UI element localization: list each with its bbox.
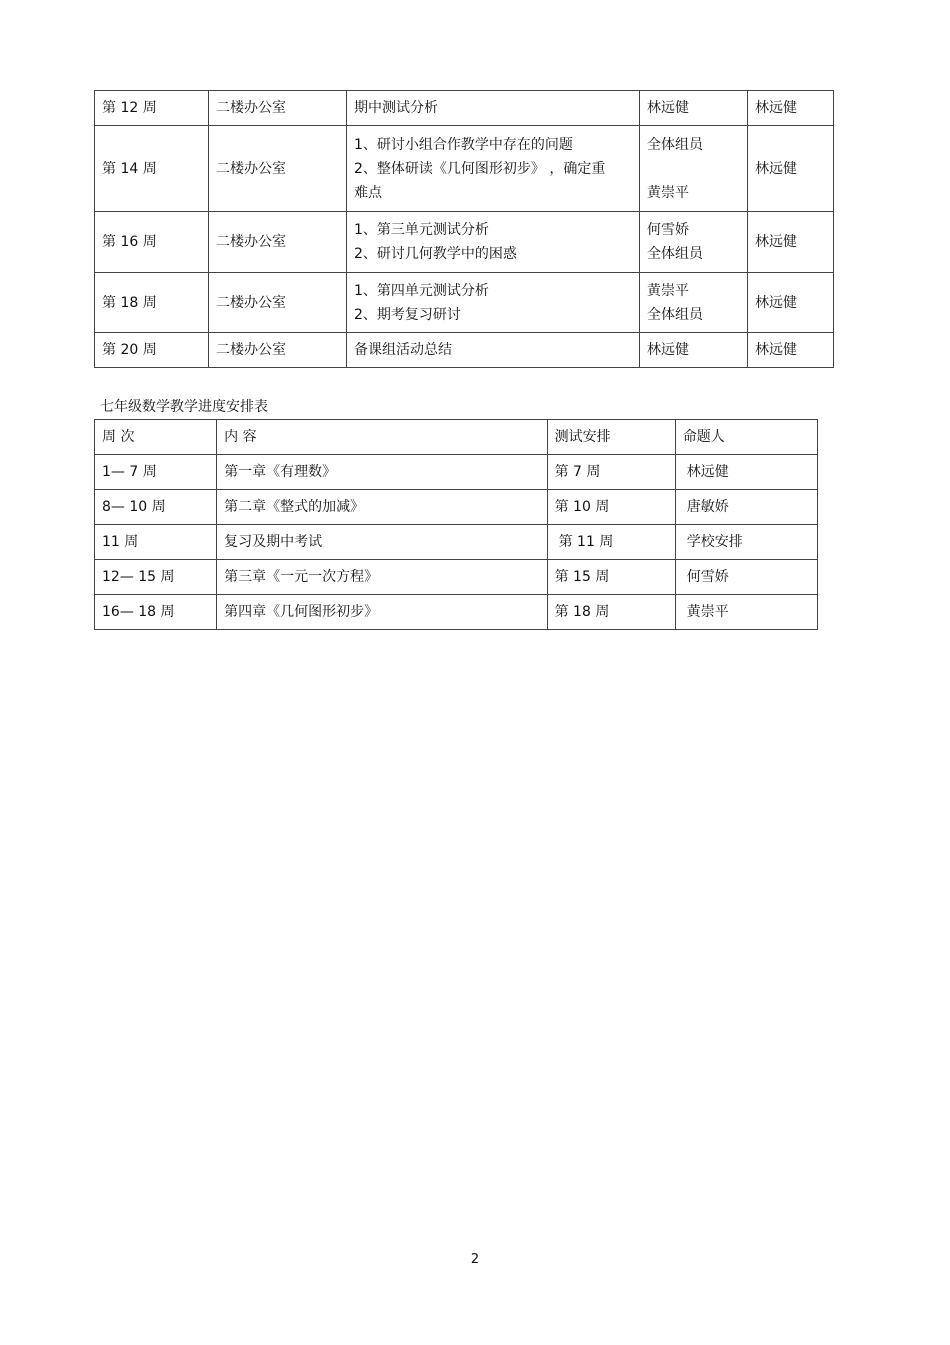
author-cell: 黄崇平 [675, 595, 817, 630]
content-line: 备课组活动总结 [354, 342, 452, 358]
place-cell: 二楼办公室 [209, 126, 347, 212]
content-line: 1、研讨小组合作教学中存在的问题 [354, 136, 573, 153]
content-line: 1、第三单元测试分析 [354, 222, 489, 238]
content-cell [347, 91, 640, 126]
schedule-caption: 七年级数学教学进度安排表 [100, 399, 268, 415]
table-row [95, 455, 818, 490]
week-cell: 11 周 [95, 525, 217, 560]
speaker-cell [640, 126, 748, 212]
table-row [95, 595, 818, 630]
content-cell [347, 212, 640, 273]
author-cell: 何雪娇 [675, 560, 817, 595]
author-cell: 学校安排 [675, 525, 817, 560]
test-cell: 第 15 周 [547, 560, 675, 595]
content-cell: 第二章《整式的加减》 [217, 490, 547, 525]
speaker-line: 全体组员 [647, 246, 703, 262]
speaker-cell [640, 212, 748, 273]
test-cell: 第 11 周 [547, 525, 675, 560]
table-row [95, 212, 834, 273]
speaker-line: 林远健 [647, 100, 689, 116]
content-cell [347, 333, 640, 368]
week-cell: 第 16 周 [95, 212, 209, 273]
content-line: 难点 [354, 184, 382, 201]
content-cell [347, 273, 640, 333]
content-line: 期中测试分析 [354, 100, 438, 116]
table-header-row [95, 420, 818, 455]
speaker-line: 黄崇平 [647, 184, 689, 201]
place-cell: 二楼办公室 [209, 212, 347, 273]
page-number: 2 [470, 1252, 480, 1267]
content-line: 2、期考复习研讨 [354, 306, 461, 323]
table-row [95, 126, 834, 212]
test-cell: 第 10 周 [547, 490, 675, 525]
table-row [95, 525, 818, 560]
content-cell: 复习及期中考试 [217, 525, 547, 560]
week-cell: 16— 18 周 [95, 595, 217, 630]
author-cell: 唐敏娇 [675, 490, 817, 525]
speaker-line: 黄崇平 [647, 282, 689, 299]
content-line: 2、研讨几何教学中的困惑 [354, 246, 517, 262]
speaker-cell [640, 91, 748, 126]
content-line: 2、整体研读《几何图形初步》 ，确定重 [354, 160, 606, 177]
speaker-line: 全体组员 [647, 136, 703, 153]
place-cell: 二楼办公室 [209, 273, 347, 333]
content-cell [347, 126, 640, 212]
table-row [95, 273, 834, 333]
speaker-cell [640, 273, 748, 333]
activity-table [94, 90, 834, 368]
table-row [95, 490, 818, 525]
place-cell: 二楼办公室 [209, 91, 347, 126]
table-row [95, 560, 818, 595]
week-cell: 第 18 周 [95, 273, 209, 333]
content-cell: 第一章《有理数》 [217, 455, 547, 490]
week-cell: 8— 10 周 [95, 490, 217, 525]
host-cell: 林远健 [748, 91, 834, 126]
author-cell: 林远健 [675, 455, 817, 490]
content-cell: 第四章《几何图形初步》 [217, 595, 547, 630]
content-line: 1、第四单元测试分析 [354, 282, 489, 299]
header-test: 测试安排 [547, 420, 675, 455]
week-cell: 第 12 周 [95, 91, 209, 126]
header-week: 周 次 [95, 420, 217, 455]
speaker-line: 林远健 [647, 342, 689, 358]
place-cell: 二楼办公室 [209, 333, 347, 368]
week-cell: 第 14 周 [95, 126, 209, 212]
host-cell: 林远健 [748, 333, 834, 368]
test-cell: 第 7 周 [547, 455, 675, 490]
header-author: 命题人 [675, 420, 817, 455]
week-cell: 1— 7 周 [95, 455, 217, 490]
header-content: 内 容 [217, 420, 547, 455]
speaker-line [647, 157, 740, 181]
week-cell: 第 20 周 [95, 333, 209, 368]
content-cell: 第三章《一元一次方程》 [217, 560, 547, 595]
table-row [95, 333, 834, 368]
host-cell: 林远健 [748, 126, 834, 212]
host-cell: 林远健 [748, 273, 834, 333]
test-cell: 第 18 周 [547, 595, 675, 630]
speaker-cell [640, 333, 748, 368]
speaker-line: 全体组员 [647, 306, 703, 323]
speaker-line: 何雪娇 [647, 222, 689, 238]
table-row [95, 91, 834, 126]
host-cell: 林远健 [748, 212, 834, 273]
schedule-table [94, 419, 818, 630]
week-cell: 12— 15 周 [95, 560, 217, 595]
